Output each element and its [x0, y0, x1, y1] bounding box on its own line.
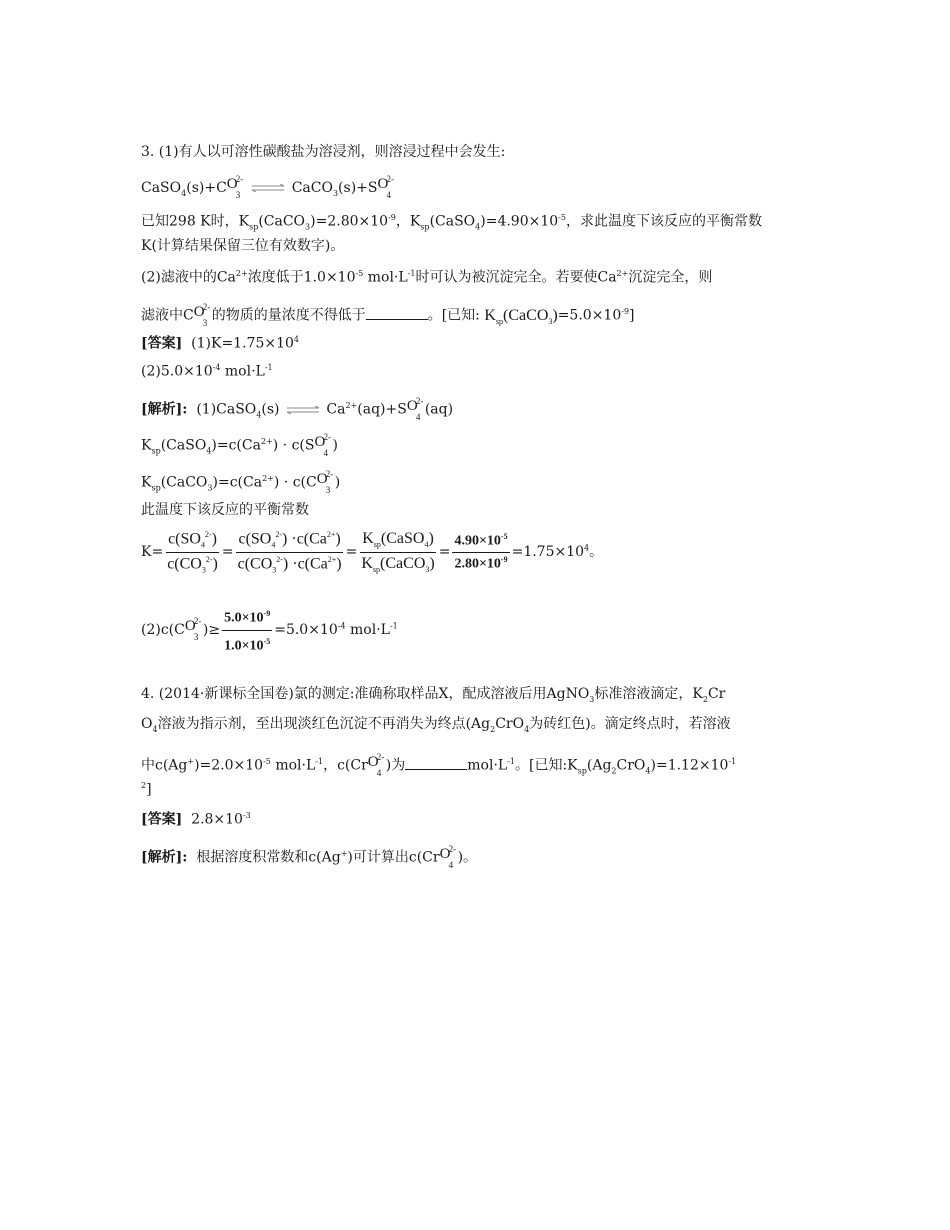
known-text-6: )=4.90×10 — [480, 213, 559, 230]
known-text-7: ，求此温度下该反应的平衡常数 — [565, 213, 762, 230]
q4-analysis-c: )。 — [457, 849, 478, 866]
q4-analysis-a: 根据溶度积常数和c(Ag — [196, 849, 341, 866]
q4-line3-h: (Ag — [586, 757, 612, 774]
q4-line3-e: )为 — [385, 757, 406, 774]
q4-answer-value: 2.8×10 — [191, 811, 243, 828]
q4-line4: $^2$] — [141, 781, 152, 798]
q3-line1: 3. (1)有人以可溶性碳酸盐为溶浸剂，则溶浸过程中会发生: — [141, 144, 506, 160]
q4-line3-j: )=1.12×10 — [650, 757, 729, 774]
p2-line2-b: 的物质的量浓度不得低于 — [211, 307, 366, 324]
q4-line3-i: CrO — [616, 757, 646, 774]
p2-d: 时可认为被沉淀完全。若要使Ca — [415, 269, 617, 286]
q4-line3-a: 中c(Ag — [141, 757, 188, 774]
q3-known: 已知298 K时，$K_{sp}(CaCO_3)=2.80\times 10^{-9}$，$K_{sp}(CaSO_4)=4.90\times 10^{-5}$，求此温度下该反应的平衡常数 — [141, 213, 762, 232]
q4-line3-g: 。[已知:K — [515, 757, 578, 774]
carbonate-ion: O 2- 3 — [226, 174, 244, 200]
equilibrium-arrow-icon — [251, 184, 285, 192]
answer-1: (1)K=1.75×10 — [191, 335, 294, 352]
q4-line1-a: 4. (2014·新课标全国卷)氯的测定:准确称取样品X，配成溶液后用AgNO — [141, 686, 590, 702]
q4-line2-c: CrO — [495, 716, 525, 732]
q4-line3: 中$c(Ag^+)=2.0\times 10^{-5}$ $mol\cdot L^{-1}$，c(Cr O 2- 4 )为 $mol\cdot L^{-1}$。[已知$:K_{sp}(Ag_2CrO_4)=1.12\times 10^{-1}$ — [141, 751, 737, 778]
sulfate-ion: O 2- 4 — [377, 174, 394, 200]
q4-answer: [答案] $2.8\times 10^{-3}$ — [141, 811, 251, 828]
analysis-2-result: =5.0×10 — [274, 622, 338, 639]
p2-b: 浓度低于1.0×10 — [247, 269, 356, 286]
q4-line3-f: mol·L — [467, 757, 508, 774]
q4-line3-d: ，c(Cr — [323, 757, 368, 774]
k-expression: K= $\frac{c(SO_4^{2-})}{c(CO_3^{2-})}$ = $\frac{c(SO_4^{2-}) \cdot c(Ca^{2+})}{c(CO_3^{2-}) \cdot c(Ca^{2+})}$ = $\frac{K_{sp}(CaSO_4)}{K_{sp}(CaCO_3)}$ = $\frac{4.90\times 10^{-5}}{2.80\times 10^{-9}}$ $=1.75\times 10^4$。 — [141, 530, 604, 575]
reaction-mid: CaCO — [291, 180, 333, 196]
analysis-result: =1.75×10 — [511, 544, 585, 561]
p2-e: 沉淀完全，则 — [628, 269, 713, 286]
q4-line2: $O_4$溶液为指示剂，至出现淡红色沉淀不再消失为终点($Ag_2CrO_4$为砖红色)。滴定终点时，若溶液 — [141, 716, 731, 734]
answer-label: [答案] — [141, 335, 183, 352]
q3-analysis: [解析]: (1)CaSO$_4$(s) $Ca^{2+}(aq)+S$ O 2- 4 (aq) — [141, 395, 454, 422]
q3-reaction: CaSO$_4$(s)+C O 2- 3 CaCO$_3$(s)+S O 2- 4 — [141, 174, 394, 200]
temp-line: 此温度下该反应的平衡常数 — [141, 502, 309, 518]
p2-line2-a: 滤液中C — [141, 307, 194, 324]
q3-k-line: K(计算结果保留三位有效数字)。 — [141, 238, 345, 254]
q3-answer-2: $(2)5.0\times 10^{-4}$ $mol\cdot L^{-1}$ — [141, 363, 273, 380]
q4-analysis-label: [解析]: — [141, 849, 188, 866]
known-text-3: )=2.80×10 — [310, 213, 389, 230]
known-text-2: (CaCO — [258, 213, 306, 230]
q4-answer-label: [答案] — [141, 811, 183, 828]
p2-a: (2)滤液中的Ca — [141, 269, 236, 286]
answer-blank[interactable] — [366, 307, 428, 320]
q4-analysis: [解析]: 根据溶度积常数和c(Ag+)可计算出c(Cr O 2- 4 )。 — [141, 843, 478, 870]
q4-line4-exp: 2 — [141, 781, 147, 790]
q4-analysis-b: )可计算出c(Cr — [347, 849, 440, 866]
q4-line2-a: O — [141, 716, 153, 732]
analysis-1: (1)CaSO — [196, 401, 257, 418]
q4-line3-b: )=2.0×10 — [194, 757, 264, 774]
q4-line2-d: 为砖红色)。滴定终点时，若溶液 — [529, 716, 731, 732]
q3-part2-line2: 滤液中C O 2- 3 的物质的量浓度不得低于 。[已知: $K_{sp}(CaCO_3)=5.0\times 10^{-9}$] — [141, 301, 635, 328]
reaction-left: CaSO — [141, 180, 182, 196]
known-text-5: (CaSO — [429, 213, 476, 230]
q4-line1-c: Cr — [707, 686, 726, 702]
q4-answer-blank[interactable] — [405, 757, 467, 770]
q4-line3-c: mol·L — [270, 757, 316, 774]
equilibrium-arrow-icon — [286, 406, 320, 414]
q3-answer: [答案] $(1)K=1.75\times 10^4$ — [141, 335, 299, 352]
analysis-2: (2)c(C O 2- 3 )≥ $\frac{5.0\times 10^{-9}}{1.0\times 10^{-5}}$ $=5.0\times 10^{-4}$ $mol\cdot L^{-1}$ — [141, 605, 398, 655]
q4-line2-b: 溶液为指示剂，至出现淡红色沉淀不再消失为终点(Ag — [157, 716, 491, 732]
p2-line2-d: =5.0×10 — [557, 307, 622, 324]
known-text-4: ，K — [395, 213, 421, 230]
q4-line1: 4. (2014·新课标全国卷)氯的测定:准确称取样品X，配成溶液后用AgNO$_3$标准溶液滴定，$K_2Cr$ — [141, 686, 726, 704]
analysis-label: [解析]: — [141, 401, 188, 418]
p2-c: mol·L — [363, 269, 408, 286]
q3-part2: (2)滤液中的$Ca^{2+}$浓度低于$1.0\times 10^{-5}$ $mol\cdot L^{-1}$时可认为被沉淀完全。若要使$Ca^{2+}$沉淀完全，则 — [141, 269, 713, 286]
q4-line1-b: 标准溶液滴定，K — [594, 686, 703, 702]
ksp-caso4: $K_{sp}(CaSO_4)=c(Ca^{2+}) \cdot c(S$ O 2- 4 ) — [141, 431, 338, 458]
ksp-caco3: $K_{sp}(CaCO_3)=c(Ca^{2+}) \cdot c(C$ O 2- 3 ) — [141, 468, 341, 495]
answer-2: (2)5.0×10 — [141, 363, 213, 380]
p2-line2-c: 。[已知: — [427, 307, 480, 324]
known-text: 已知298 K时，K — [141, 213, 250, 230]
